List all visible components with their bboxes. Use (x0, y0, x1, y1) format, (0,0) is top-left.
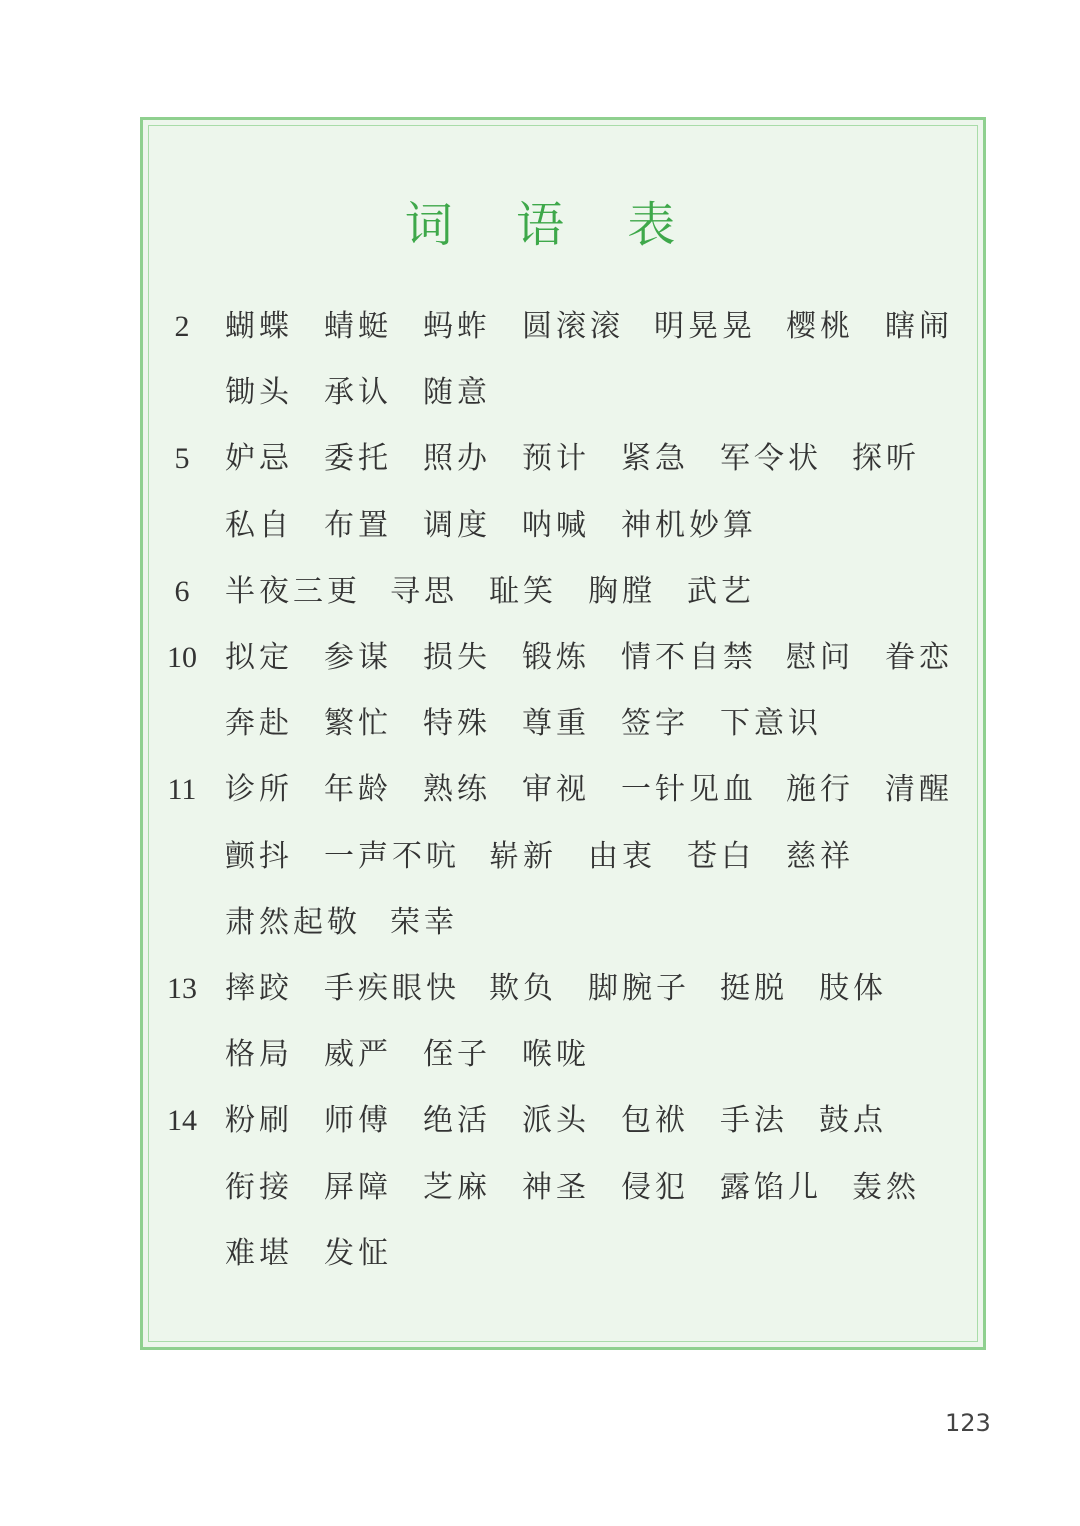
vocabulary-word: 摔跤 (225, 971, 293, 1006)
vocabulary-word: 蚂蚱 (423, 309, 491, 344)
vocabulary-word: 鼓点 (819, 1103, 887, 1139)
vocabulary-word: 欺负 (489, 971, 557, 1006)
vocabulary-word: 清醒 (885, 772, 953, 808)
vocabulary-word: 肃然起敬 (225, 904, 361, 940)
vocabulary-word: 审视 (522, 772, 590, 808)
vocabulary-word: 师傅 (324, 1103, 392, 1139)
vocabulary-word: 探听 (852, 441, 920, 477)
vocabulary-word: 圆滚滚 (522, 309, 624, 344)
vocabulary-word: 粉刷 (225, 1103, 293, 1139)
vocabulary-word: 委托 (324, 441, 392, 477)
vocabulary-word: 武艺 (687, 573, 755, 609)
vocabulary-word: 崭新 (489, 838, 557, 874)
vocabulary-word: 繁忙 (324, 706, 392, 742)
vocabulary-word: 诊所 (225, 772, 293, 808)
vocabulary-word: 挺脱 (720, 971, 788, 1006)
vocabulary-word: 明晃晃 (654, 309, 756, 344)
vocabulary-word: 尊重 (522, 706, 590, 742)
vocabulary-word: 脚腕子 (588, 971, 690, 1006)
vocabulary-word: 承认 (324, 375, 392, 411)
vocabulary-word: 紧急 (621, 441, 689, 477)
vocabulary-word: 年龄 (324, 772, 392, 808)
vocabulary-word: 露馅儿 (720, 1169, 822, 1205)
lesson-line (0, 833, 1080, 881)
vocabulary-word: 奔赴 (225, 706, 293, 742)
lesson-number: 14 (167, 1104, 197, 1138)
lesson-line (0, 502, 1080, 550)
lesson-line (0, 303, 1080, 351)
vocabulary-word: 慈祥 (786, 838, 854, 874)
vocabulary-word: 难堪 (225, 1235, 293, 1271)
vocabulary-word: 下意识 (720, 706, 822, 742)
vocabulary-word: 蝴蝶 (225, 309, 293, 344)
vocabulary-word: 施行 (786, 772, 854, 808)
lesson-line (0, 700, 1080, 748)
lesson-line (0, 899, 1080, 947)
vocabulary-word: 手疾眼快 (324, 971, 460, 1006)
vocabulary-word: 包袱 (621, 1103, 689, 1139)
vocabulary-word: 私自 (225, 507, 293, 543)
vocabulary-word: 侵犯 (621, 1169, 689, 1205)
vocabulary-word: 照办 (423, 441, 491, 477)
vocabulary-word: 蜻蜓 (324, 309, 392, 344)
vocabulary-word: 损失 (423, 640, 491, 675)
lesson-number: 2 (174, 310, 190, 343)
vocabulary-word: 威严 (324, 1037, 392, 1073)
vocabulary-word: 神圣 (522, 1169, 590, 1205)
vocabulary-word: 手法 (720, 1103, 788, 1139)
lesson-number: 5 (174, 442, 190, 476)
vocabulary-word: 绝活 (423, 1103, 491, 1139)
vocabulary-word: 衔接 (225, 1169, 293, 1205)
vocabulary-word: 耻笑 (489, 573, 557, 609)
vocabulary-word: 妒忌 (225, 441, 293, 477)
vocabulary-word: 派头 (522, 1103, 590, 1139)
vocabulary-word: 神机妙算 (621, 507, 757, 543)
lesson-line (0, 369, 1080, 417)
lesson-number: 13 (167, 972, 197, 1005)
vocabulary-word: 一声不吭 (324, 838, 460, 874)
vocabulary-word: 喉咙 (522, 1037, 590, 1073)
page-number: 123 (945, 1409, 991, 1437)
vocabulary-word: 参谋 (324, 640, 392, 675)
vocabulary-word: 熟练 (423, 772, 491, 808)
lesson-line (0, 766, 1080, 814)
vocabulary-word: 芝麻 (423, 1169, 491, 1205)
vocabulary-word: 慰问 (786, 640, 854, 675)
vocabulary-word: 锄头 (225, 375, 293, 411)
vocabulary-word: 锻炼 (522, 640, 590, 675)
vocabulary-word: 瞎闹 (885, 309, 953, 344)
vocabulary-word: 颤抖 (225, 838, 293, 874)
vocabulary-word: 苍白 (687, 838, 755, 874)
lesson-line (0, 1097, 1080, 1145)
lesson-line (0, 1230, 1080, 1278)
vocabulary-word: 预计 (522, 441, 590, 477)
vocabulary-word: 胸膛 (588, 573, 656, 609)
vocabulary-word: 眷恋 (885, 640, 953, 675)
vocabulary-word: 侄子 (423, 1037, 491, 1073)
lesson-number: 6 (174, 574, 190, 608)
vocabulary-word: 屏障 (324, 1169, 392, 1205)
lesson-line (0, 965, 1080, 1013)
vocabulary-word: 拟定 (225, 640, 293, 675)
vocabulary-word: 荣幸 (390, 904, 458, 940)
vocabulary-word: 布置 (324, 507, 392, 543)
vocabulary-word: 签字 (621, 706, 689, 742)
vocabulary-word: 发怔 (324, 1235, 392, 1271)
vocabulary-word: 随意 (423, 375, 491, 411)
lesson-number: 11 (167, 773, 197, 807)
vocabulary-word: 情不自禁 (621, 640, 757, 675)
vocabulary-word: 调度 (423, 507, 491, 543)
vocabulary-word: 呐喊 (522, 507, 590, 543)
lesson-number: 10 (167, 641, 197, 674)
lesson-line (0, 1031, 1080, 1079)
vocabulary-word: 军令状 (720, 441, 822, 477)
lesson-line (0, 1164, 1080, 1212)
lesson-line (0, 568, 1080, 616)
vocabulary-word: 樱桃 (786, 309, 854, 344)
lesson-line (0, 435, 1080, 483)
vocabulary-word: 肢体 (819, 971, 887, 1006)
vocabulary-word: 轰然 (852, 1169, 920, 1205)
vocabulary-word: 格局 (225, 1037, 293, 1073)
page-title: 词 语 表 (404, 197, 700, 253)
vocabulary-word: 特殊 (423, 706, 491, 742)
vocabulary-word: 由衷 (588, 838, 656, 874)
vocabulary-word: 半夜三更 (225, 573, 361, 609)
vocabulary-word: 寻思 (390, 573, 458, 609)
lesson-line (0, 634, 1080, 682)
vocabulary-word: 一针见血 (621, 772, 757, 808)
